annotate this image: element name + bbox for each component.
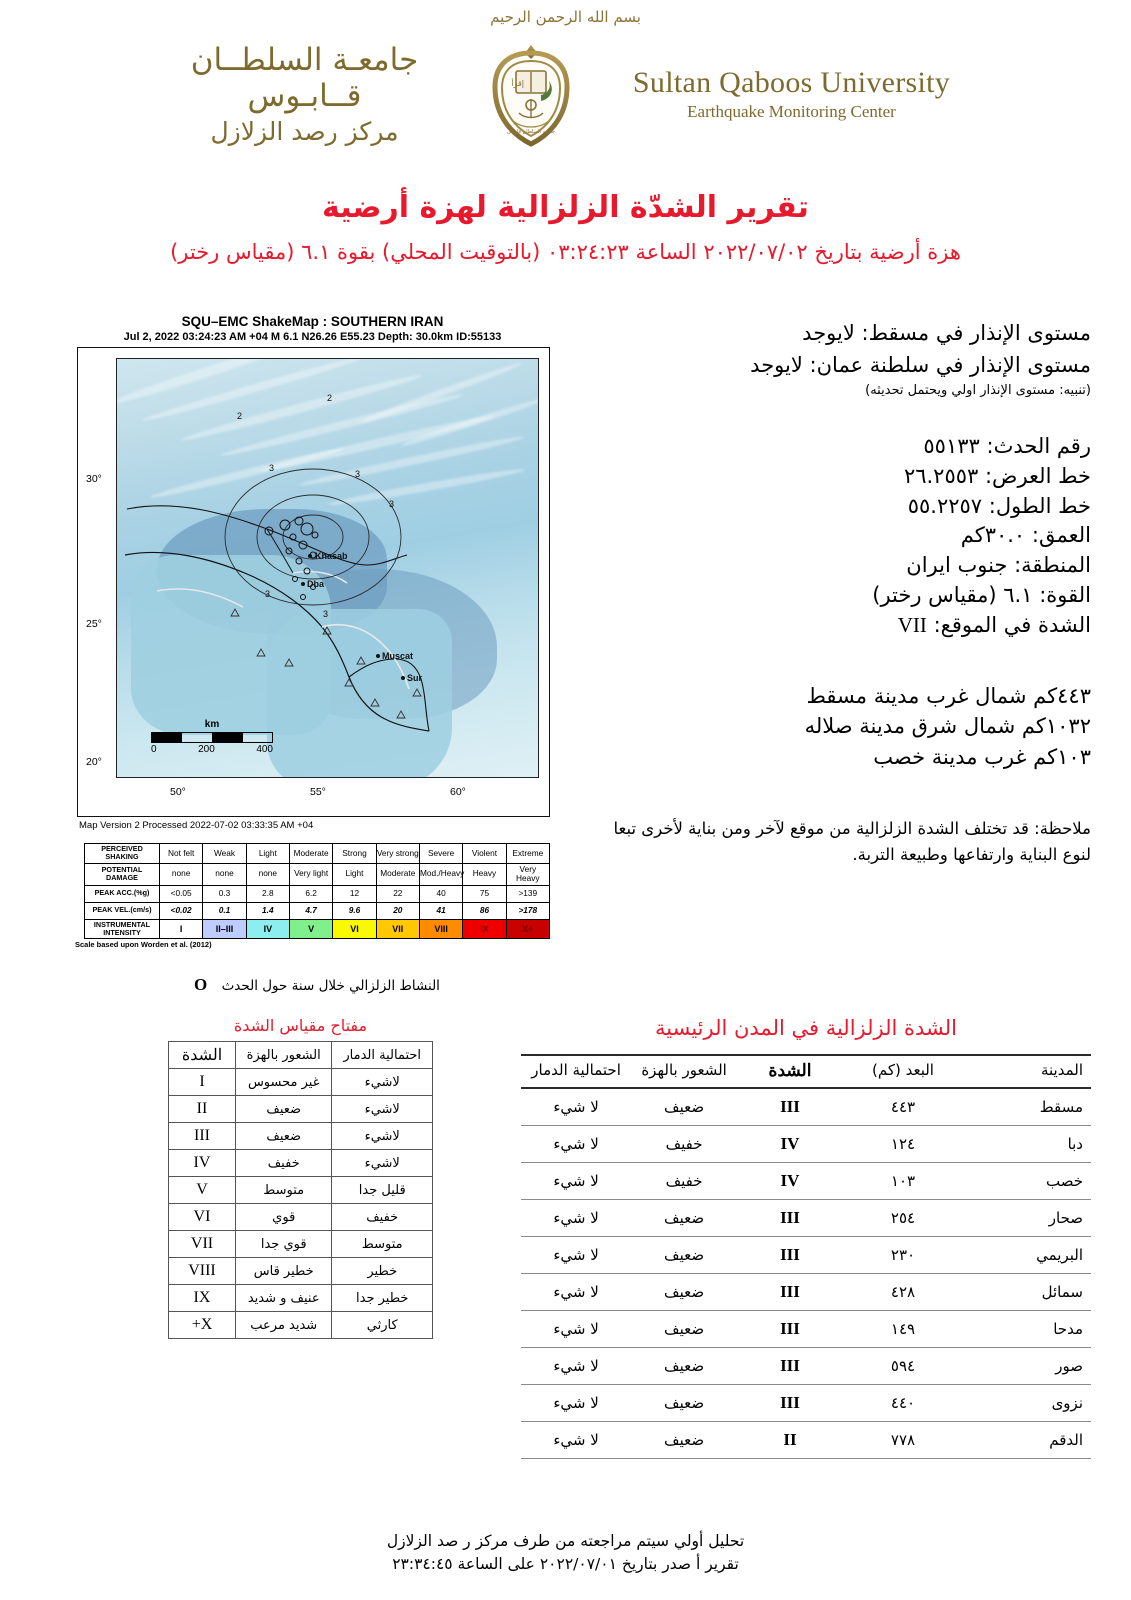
svg-text:Dba: Dba <box>307 579 325 589</box>
city-intensity-5: III <box>737 1274 843 1311</box>
shakemap-subtitle: Jul 2, 2022 03:24:23 AM +04 M 6.1 N26.26 E55.23 Depth: 30.0km ID:55133 <box>123 331 502 343</box>
city-distance-9: ٧٧٨ <box>843 1422 963 1459</box>
perceived-6: Severe <box>419 844 462 864</box>
key-feeling-9: شديد مرعب <box>236 1312 332 1339</box>
perceived-3: Moderate <box>289 844 332 864</box>
city-intensity-0: III <box>737 1088 843 1126</box>
scale-row-label-vel: PEAK VEL.(cm/s) <box>85 902 160 919</box>
event-depth-label: العمق: <box>1031 523 1091 548</box>
vel-8: >178 <box>506 902 549 919</box>
city-distance-0: ٤٤٣ <box>843 1088 963 1126</box>
center-title-en: Earthquake Monitoring Center <box>687 102 896 122</box>
event-lon-label: خط الطول: <box>988 493 1091 518</box>
bismillah-text: بسم الله الرحمن الرحيم <box>490 8 641 26</box>
key-feeling-3: خفيف <box>236 1150 332 1177</box>
key-feeling-2: ضعيف <box>236 1123 332 1150</box>
event-lon-row <box>591 492 1091 522</box>
table-row <box>521 1422 1091 1459</box>
event-depth-value: ٣٠.٠كم <box>960 523 1026 548</box>
remark-note: ملاحظة: قد تختلف الشدة الزلزالية من موقع لآخر ومن بناية لأخرى تبعا لنوع البناية وارتفاعها وطبيعة التربة. <box>613 819 1091 864</box>
report-title: تقرير الشدّة الزلزالية لهزة أرضية <box>322 190 809 225</box>
city-distance-3: ٢٥٤ <box>843 1200 963 1237</box>
city-distance-5: ٤٢٨ <box>843 1274 963 1311</box>
acc-3: 6.2 <box>289 885 332 902</box>
vel-6: 41 <box>419 902 462 919</box>
vel-7: 86 <box>463 902 506 919</box>
city-feeling-8: ضعيف <box>631 1385 737 1422</box>
city-distance-6: ١٤٩ <box>843 1311 963 1348</box>
scale-row-perceived <box>85 844 550 864</box>
svg-text:3: 3 <box>265 589 271 599</box>
table-row <box>521 1163 1091 1200</box>
event-magnitude-row <box>591 581 1091 611</box>
event-info-column <box>591 318 1091 867</box>
city-feeling-3: ضعيف <box>631 1200 737 1237</box>
city-name-3: صحار <box>963 1200 1091 1237</box>
event-site-intensity-row <box>591 611 1091 641</box>
damage-2: none <box>246 863 289 885</box>
table-row <box>521 1200 1091 1237</box>
scalebar-bar <box>151 732 273 743</box>
perceived-5: Very strong <box>376 844 419 864</box>
key-intensity-3: IV <box>169 1150 236 1177</box>
city-damage-7: لا شيء <box>521 1348 631 1385</box>
perceived-2: Light <box>246 844 289 864</box>
acc-5: 22 <box>376 885 419 902</box>
city-intensity-9: II <box>737 1422 843 1459</box>
city-damage-6: لا شيء <box>521 1311 631 1348</box>
map-lat-tick-30: 30° <box>86 473 102 485</box>
acc-2: 2.8 <box>246 885 289 902</box>
city-name-7: صور <box>963 1348 1091 1385</box>
cities-header-feeling: الشعور بالهزة <box>631 1055 737 1088</box>
university-title-ar: جامعـة السلطــان قــابـوس <box>190 42 419 114</box>
event-region-value: جنوب ايران <box>906 553 1008 578</box>
university-name-arabic <box>145 43 465 145</box>
acc-6: 40 <box>419 885 462 902</box>
key-feeling-5: قوي <box>236 1204 332 1231</box>
perceived-4: Strong <box>333 844 376 864</box>
event-site-intensity-value: VII <box>897 612 927 637</box>
city-feeling-0: ضعيف <box>631 1088 737 1126</box>
table-row <box>169 1231 433 1258</box>
table-row <box>169 1150 433 1177</box>
key-intensity-7: VIII <box>169 1258 236 1285</box>
key-damage-5: خفيف <box>332 1204 433 1231</box>
alert-muscat-line <box>591 318 1091 350</box>
city-name-9: الدقم <box>963 1422 1091 1459</box>
scale-row-label-damage: POTENTIAL DAMAGE <box>85 863 160 885</box>
city-damage-5: لا شيء <box>521 1274 631 1311</box>
intensity-VI: VI <box>333 919 376 939</box>
key-header-feeling: الشعور بالهزة <box>236 1042 332 1069</box>
key-intensity-8: IX <box>169 1285 236 1312</box>
map-version-line: Map Version 2 Processed 2022-07-02 03:33:35 AM +04 <box>79 820 314 831</box>
table-row <box>169 1177 433 1204</box>
key-damage-6: متوسط <box>332 1231 433 1258</box>
city-name-1: دبا <box>963 1126 1091 1163</box>
report-subtitle: هزة أرضية بتاريخ ٢٠٢٢/٠٧/٠٢ الساعة ٠٣:٢٤:٢٣ (بالتوقيت المحلي) بقوة ٦.١ (مقياس رختر) <box>170 240 961 264</box>
scale-row-peak-acc <box>85 885 550 902</box>
key-intensity-5: VI <box>169 1204 236 1231</box>
page-header <box>0 42 1131 147</box>
event-lat-label: خط العرض: <box>984 463 1091 488</box>
city-name-6: مدحا <box>963 1311 1091 1348</box>
table-row <box>169 1258 433 1285</box>
damage-8: Very Heavy <box>506 863 549 885</box>
svg-text:Muscat: Muscat <box>382 651 414 661</box>
city-name-8: نزوى <box>963 1385 1091 1422</box>
map-lat-tick-25: 25° <box>86 618 102 630</box>
svg-text:3: 3 <box>355 469 361 479</box>
svg-text:2: 2 <box>327 393 333 403</box>
city-distance-8: ٤٤٠ <box>843 1385 963 1422</box>
table-row <box>169 1312 433 1339</box>
table-row <box>521 1274 1091 1311</box>
scale-caption: Scale based upon Worden et al. (2012) <box>75 940 212 950</box>
university-name-english <box>597 67 987 123</box>
key-damage-7: خطير <box>332 1258 433 1285</box>
seismic-activity-legend <box>84 975 550 995</box>
city-damage-2: لا شيء <box>521 1163 631 1200</box>
distance-line-2: ١٠٣كم غرب مدينة خصب <box>873 744 1091 769</box>
damage-6: Mod./Heavy <box>419 863 462 885</box>
damage-3: Very light <box>289 863 332 885</box>
scale-row-label-intensity: INSTRUMENTAL INTENSITY <box>85 919 160 939</box>
city-damage-0: لا شيء <box>521 1088 631 1126</box>
key-feeling-8: عنيف و شديد <box>236 1285 332 1312</box>
key-feeling-6: قوي جدا <box>236 1231 332 1258</box>
intensity-VIII: VIII <box>419 919 462 939</box>
vel-5: 20 <box>376 902 419 919</box>
acc-8: >139 <box>506 885 549 902</box>
distance-line-0: ٤٤٣كم شمال غرب مدينة مسقط <box>806 683 1091 708</box>
damage-7: Heavy <box>463 863 506 885</box>
event-magnitude-label: القوة: <box>1039 583 1091 608</box>
vel-0: <0.02 <box>160 902 203 919</box>
scale-row-peak-vel <box>85 902 550 919</box>
intensity-I: I <box>160 919 203 939</box>
event-lat-row <box>591 462 1091 492</box>
intensity-scale-table <box>84 843 550 939</box>
city-damage-3: لا شيء <box>521 1200 631 1237</box>
acc-7: 75 <box>463 885 506 902</box>
key-header-damage: احتمالية الدمار <box>332 1042 433 1069</box>
event-lon-value: ٥٥.٢٢٥٧ <box>907 493 983 518</box>
scalebar-tick-1: 200 <box>198 744 215 755</box>
key-intensity-1: II <box>169 1096 236 1123</box>
key-damage-9: كارثي <box>332 1312 433 1339</box>
map-lon-tick-55: 55° <box>310 786 326 798</box>
city-intensity-6: III <box>737 1311 843 1348</box>
city-intensity-3: III <box>737 1200 843 1237</box>
key-damage-2: لاشيء <box>332 1123 433 1150</box>
table-row <box>169 1096 433 1123</box>
distance-line-1: ١٠٣٢كم شمال شرق مدينة صلاله <box>804 714 1091 739</box>
city-distance-2: ١٠٣ <box>843 1163 963 1200</box>
circle-marker-icon: O <box>194 975 208 995</box>
city-intensity-1: IV <box>737 1126 843 1163</box>
table-row <box>169 1069 433 1096</box>
svg-text:Sur: Sur <box>407 673 423 683</box>
scalebar-tick-0: 0 <box>151 744 157 755</box>
city-damage-8: لا شيء <box>521 1385 631 1422</box>
damage-5: Moderate <box>376 863 419 885</box>
event-details-block <box>591 432 1091 641</box>
center-title-ar: مركز رصد الزلازل <box>210 116 399 146</box>
event-id-value: ٥٥١٣٣ <box>923 434 980 458</box>
damage-1: none <box>203 863 246 885</box>
key-intensity-2: III <box>169 1123 236 1150</box>
table-row <box>521 1311 1091 1348</box>
intensity-key-section <box>168 1016 433 1339</box>
city-damage-9: لا شيء <box>521 1422 631 1459</box>
city-feeling-7: ضعيف <box>631 1348 737 1385</box>
event-lat-value: ٢٦.٢٥٥٣ <box>903 463 979 488</box>
cities-table-title: الشدة الزلزالية في المدن الرئيسية <box>654 1016 958 1040</box>
key-feeling-0: غير محسوس <box>236 1069 332 1096</box>
key-header-intensity: الشدة <box>169 1042 236 1069</box>
activity-legend-text: النشاط الزلزالي خلال سنة حول الحدث <box>221 978 440 995</box>
key-damage-8: خطير جدا <box>332 1285 433 1312</box>
table-row <box>521 1126 1091 1163</box>
event-depth-row <box>591 521 1091 551</box>
table-row <box>521 1385 1091 1422</box>
intensity-V: V <box>289 919 332 939</box>
city-feeling-9: ضعيف <box>631 1422 737 1459</box>
table-row <box>169 1285 433 1312</box>
key-damage-4: قليل جدا <box>332 1177 433 1204</box>
svg-text:إقرأ: إقرأ <box>510 78 524 88</box>
scale-row-damage <box>85 863 550 885</box>
key-intensity-6: VII <box>169 1231 236 1258</box>
intensity-VII: VII <box>376 919 419 939</box>
svg-text:3: 3 <box>389 499 395 509</box>
event-region-label: المنطقة: <box>1014 553 1091 578</box>
city-feeling-1: خفيف <box>631 1126 737 1163</box>
vel-2: 1.4 <box>246 902 289 919</box>
alert-oman-label: مستوى الإنذار في سلطنة عمان: <box>809 352 1091 377</box>
map-lat-tick-20: 20° <box>86 756 102 768</box>
scale-row-label-acc: PEAK ACC.(%g) <box>85 885 160 902</box>
cities-header-city: المدينة <box>963 1055 1091 1088</box>
shakemap-panel <box>75 314 550 995</box>
city-feeling-2: خفيف <box>631 1163 737 1200</box>
perceived-1: Weak <box>203 844 246 864</box>
event-region-row <box>591 551 1091 581</box>
cities-header-row <box>521 1055 1091 1088</box>
shakemap-canvas <box>116 358 539 778</box>
acc-1: 0.3 <box>203 885 246 902</box>
table-row <box>169 1204 433 1231</box>
table-row <box>521 1348 1091 1385</box>
city-distance-7: ٥٩٤ <box>843 1348 963 1385</box>
cities-intensity-table <box>521 1054 1091 1459</box>
intensity-key-title: مفتاح مقياس الشدة <box>233 1016 368 1035</box>
city-name-0: مسقط <box>963 1088 1091 1126</box>
svg-text:Khasab: Khasab <box>315 551 348 561</box>
svg-text:3: 3 <box>269 463 275 473</box>
key-damage-0: لاشيء <box>332 1069 433 1096</box>
table-row <box>169 1123 433 1150</box>
scalebar-tick-2: 400 <box>256 744 273 755</box>
intensity-X-plus: X+ <box>506 919 549 939</box>
city-feeling-5: ضعيف <box>631 1274 737 1311</box>
alert-muscat-value: لايوجد <box>802 321 855 345</box>
scalebar-unit: km <box>204 719 220 730</box>
vel-1: 0.1 <box>203 902 246 919</box>
acc-4: 12 <box>333 885 376 902</box>
acc-0: <0.05 <box>160 885 203 902</box>
city-feeling-6: ضعيف <box>631 1311 737 1348</box>
city-distance-1: ١٢٤ <box>843 1126 963 1163</box>
alert-oman-value: لايوجد <box>750 352 803 377</box>
key-intensity-4: V <box>169 1177 236 1204</box>
shakemap-title: SQU–EMC ShakeMap : SOUTHERN IRAN <box>181 314 444 329</box>
city-feeling-4: ضعيف <box>631 1237 737 1274</box>
map-lon-tick-50: 50° <box>170 786 186 798</box>
key-damage-1: لاشيء <box>332 1096 433 1123</box>
key-intensity-9: X+ <box>169 1312 236 1339</box>
event-id-label: رقم الحدث: <box>986 434 1091 458</box>
intensity-IV: IV <box>246 919 289 939</box>
alert-oman-line <box>591 350 1091 382</box>
key-feeling-1: ضعيف <box>236 1096 332 1123</box>
event-site-intensity-label: الشدة في الموقع: <box>933 612 1091 637</box>
city-name-4: البريمي <box>963 1237 1091 1274</box>
city-intensity-8: III <box>737 1385 843 1422</box>
city-name-5: سمائل <box>963 1274 1091 1311</box>
table-row <box>521 1237 1091 1274</box>
vel-3: 4.7 <box>289 902 332 919</box>
intensity-IX: IX <box>463 919 506 939</box>
city-intensity-4: III <box>737 1237 843 1274</box>
svg-text:3: 3 <box>323 609 329 619</box>
university-title-en: Sultan Qaboos University <box>632 65 951 99</box>
event-magnitude-value: ٦.١ (مقياس رختر) <box>872 583 1033 608</box>
cities-header-intensity: الشدة <box>737 1055 843 1088</box>
cities-header-distance: البعد (كم) <box>843 1055 963 1088</box>
footer-line-2: تقرير أ صدر بتاريخ ٢٠٢٢/٠٧/٠١ على الساعة ٢٣:٣٤:٤٥ <box>392 1554 739 1573</box>
squ-crest-logo <box>479 43 583 147</box>
city-damage-4: لا شيء <box>521 1237 631 1274</box>
cities-intensity-section <box>521 1016 1091 1459</box>
scalebar-ticks <box>151 744 273 755</box>
key-header-row <box>169 1042 433 1069</box>
svg-text:2: 2 <box>237 411 243 421</box>
intensity-II-III: II–III <box>203 919 246 939</box>
distances-block <box>591 681 1091 772</box>
vel-4: 9.6 <box>333 902 376 919</box>
perceived-8: Extreme <box>506 844 549 864</box>
cities-header-damage: احتمالية الدمار <box>521 1055 631 1088</box>
svg-text:جامعة السلطان قابوس: جامعة السلطان قابوس <box>506 128 555 135</box>
city-distance-4: ٢٣٠ <box>843 1237 963 1274</box>
key-feeling-4: متوسط <box>236 1177 332 1204</box>
key-intensity-0: I <box>169 1069 236 1096</box>
city-name-2: خصب <box>963 1163 1091 1200</box>
city-intensity-2: IV <box>737 1163 843 1200</box>
damage-4: Light <box>333 863 376 885</box>
key-damage-3: لاشيء <box>332 1150 433 1177</box>
map-scalebar <box>151 719 273 755</box>
damage-0: none <box>160 863 203 885</box>
scale-row-label-perceived: PERCEIVED SHAKING <box>85 844 160 864</box>
footer-line-1: تحليل أولي سيتم مراجعته من طرف مركز ر صد الزلازل <box>386 1531 745 1550</box>
perceived-0: Not felt <box>160 844 203 864</box>
city-damage-1: لا شيء <box>521 1126 631 1163</box>
intensity-key-table <box>168 1041 433 1339</box>
table-row <box>521 1088 1091 1126</box>
scale-row-intensity <box>85 919 550 939</box>
alert-muscat-label: مستوى الإنذار في مسقط: <box>861 321 1091 345</box>
report-footer <box>0 1530 1131 1577</box>
city-intensity-7: III <box>737 1348 843 1385</box>
perceived-7: Violent <box>463 844 506 864</box>
event-id-row <box>591 432 1091 462</box>
map-lon-tick-60: 60° <box>450 786 466 798</box>
alert-note: (تنبيه: مستوى الإنذار اولي ويحتمل تحديثه) <box>865 383 1091 398</box>
key-feeling-7: خطير قاس <box>236 1258 332 1285</box>
shakemap-figure <box>77 347 550 817</box>
